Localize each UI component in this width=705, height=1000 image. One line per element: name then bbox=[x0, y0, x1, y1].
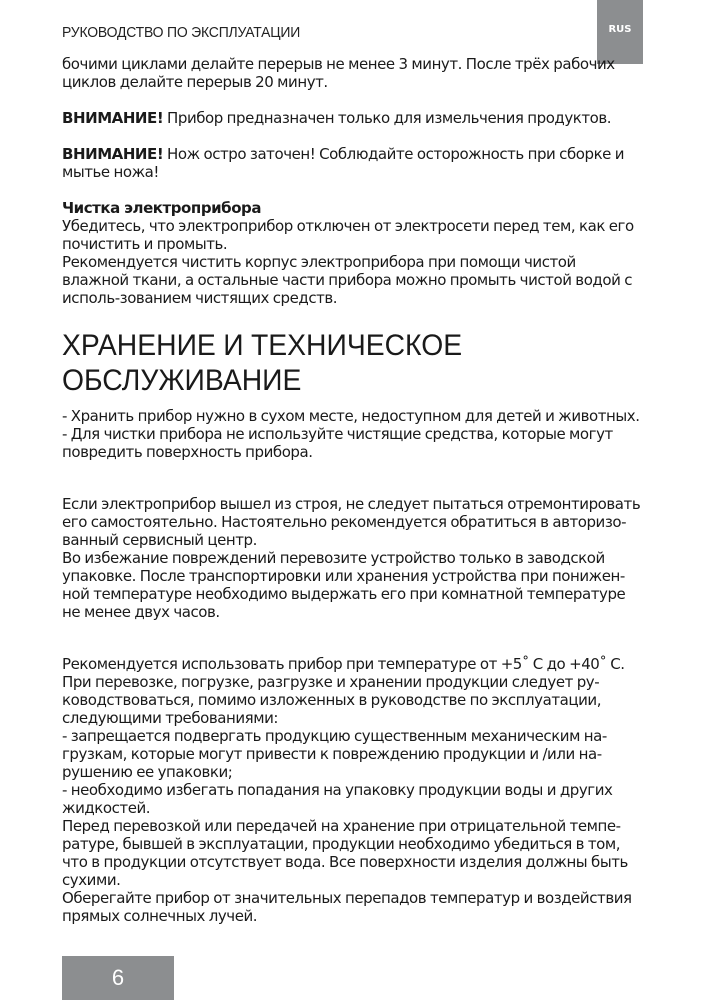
warning-text-2: Нож остро заточен! Соблюдайте осторожность при сборке и мытье ножа! bbox=[62, 145, 625, 181]
page-number: 6 bbox=[111, 965, 125, 990]
transport-requirements-paragraph: При перевозке, погрузке, разгрузке и хранении продукции следует ру-ководствоваться, помимо изложенных в руководстве по эксплуатации, следующими требованиями: bbox=[62, 673, 602, 727]
transport-bullet-1: - запрещается подвергать продукцию существенным механическим на-грузкам, которые могут привести к повреждению продукции и /или на-рушению ее упаковки; bbox=[62, 727, 607, 781]
cleaning-heading bbox=[62, 199, 644, 217]
warning-paragraph-1 bbox=[62, 109, 644, 127]
language-label: RUS bbox=[608, 23, 632, 35]
negative-temperature-paragraph: Перед перевозкой или передачей на хранение при отрицательной темпе-ратуре, бывшей в эксплуатации, продукции необходимо убедиться в том, что в продукции отсутствует вода. Все поверхности изделия должны быть сухими. bbox=[62, 817, 628, 889]
section-title: ХРАНЕНИЕ И ТЕХНИЧЕСКОЕ ОБСЛУЖИВАНИЕ bbox=[62, 329, 463, 397]
warning-paragraph-2 bbox=[62, 145, 644, 181]
sunlight-paragraph: Оберегайте прибор от значительных перепадов температур и воздействия прямых солнечных лучей. bbox=[62, 889, 632, 925]
document-header-title: РУКОВОДСТВО ПО ЭКСПЛУАТАЦИИ bbox=[62, 24, 301, 41]
warning-label-1: ВНИМАНИЕ! bbox=[62, 109, 164, 127]
cleaning-heading-text: Чистка электроприбора bbox=[62, 199, 262, 217]
transport-bullet-2: - необходимо избегать попадания на упаковку продукции воды и других жидкостей. bbox=[62, 781, 613, 817]
page-number-box bbox=[62, 956, 174, 1000]
repair-paragraph: Если электроприбор вышел из строя, не следует пытаться отремонтировать его самостоятельно. Настоятельно рекомендуется обратиться в авторизо-ванный сервисный центр. bbox=[62, 495, 641, 549]
warning-text-1: Прибор предназначен только для измельчения продуктов. bbox=[163, 109, 612, 127]
temperature-paragraph: Рекомендуется использовать прибор при температуре от +5˚ С до +40˚ С. bbox=[62, 655, 625, 673]
transport-packaging-paragraph: Во избежание повреждений перевозите устройство только в заводской упаковке. После транспортировки или хранения устройства при понижен-ной температуре необходимо выдержать его при комнатной температуре не менее двух часов. bbox=[62, 549, 626, 621]
page-content bbox=[62, 55, 644, 925]
intro-paragraph: бочими циклами делайте перерыв не менее 3 минут. После трёх рабочих циклов делайте перерыв 20 минут. bbox=[62, 55, 615, 91]
cleaning-paragraph-2: Рекомендуется чистить корпус электроприбора при помощи чистой влажной ткани, а остальные части прибора можно промыть чистой водой с исполь-зованием чистящих средств. bbox=[62, 253, 632, 307]
cleaning-paragraph-1: Убедитесь, что электроприбор отключен от электросети перед тем, как его почистить и промыть. bbox=[62, 217, 634, 253]
storage-bullet-2: - Для чистки прибора не используйте чистящие средства, которые могут повредить поверхность прибора. bbox=[62, 425, 613, 461]
warning-label-2: ВНИМАНИЕ! bbox=[62, 145, 164, 163]
storage-bullet-1: - Хранить прибор нужно в сухом месте, недоступном для детей и животных. bbox=[62, 407, 640, 425]
